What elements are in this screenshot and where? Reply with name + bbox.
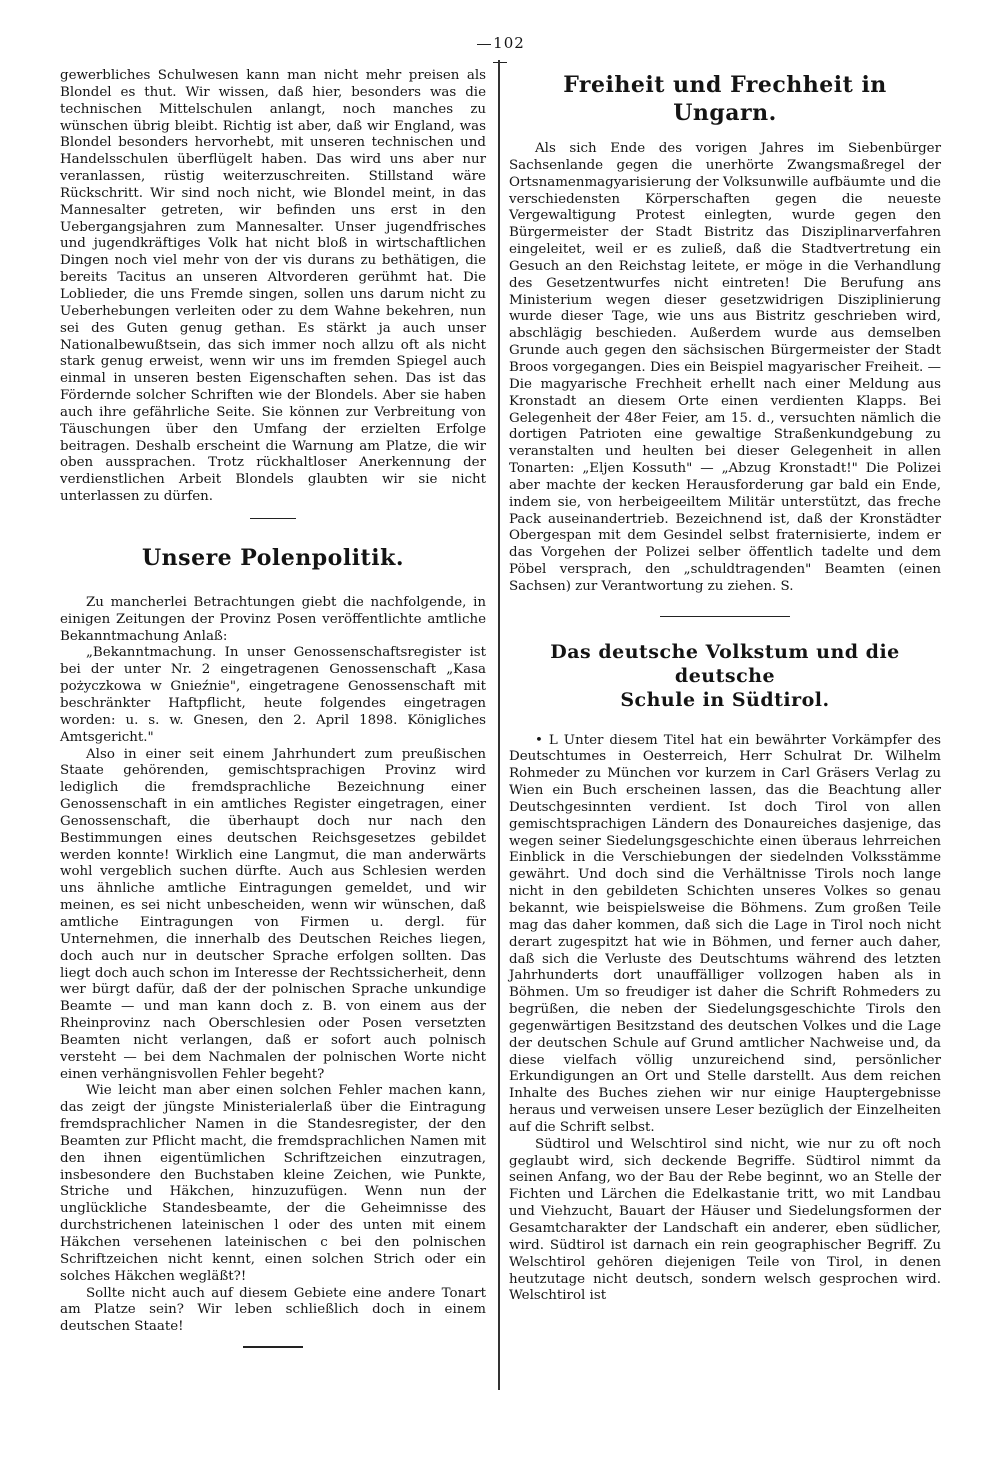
column-divider	[498, 60, 500, 1390]
article-paragraph: Als sich Ende des vorigen Jahres im Siebenbürger Sachsenlande gegen die unerhörte Zwangsmaßregel der Ortsnamenmagyarisierung der Volksunwille aufbäumte und die verschiedensten Körperschaften gegen die neueste Vergewaltigung Protest einlegten, wurde gegen den Bürgermeister der Stadt Bistritz das Disziplinarverfahren eingeleitet, weil er es zuließ, daß die Stadtvertretung ein Gesuch an den Reichstag leitete, er möge in die Verhandlung des Gesetzentwurfes nicht eintreten! Die Berufung ans Ministerium wegen dieser gesetzwidrigen Disziplinierung wurde dieser Tage, wie uns aus Bistritz geschrieben wird, abschlägig beschieden. Außerdem wurde aus demselben Grunde auch gegen den sächsischen Bürgermeister der Stadt Broos vorgegangen. Dies ein Beispiel magyarischer Freiheit. — Die magyarische Frechheit erhellt nach einer Meldung aus Kronstadt an diesem Orte einen verdienten Klapps. Bei Gelegenheit der 48er Feier, am 15. d., versuchten nämlich die dortigen Patrioten eine gewaltige Straßenkundgebung zu veranstalten und heulten bei dieser Gelegenheit in allen Tonarten: „Eljen Kossuth" — „Abzug Kronstadt!" Die Polizei aber machte der kecken Herausforderung gar bald ein Ende, indem sie, von herbeigeeiltem Militär unterstützt, das freche Pack auseinandertrieb. Bezeichnend ist, daß der Kronstädter Obergespan mit dem Gesindel selbst fraternisierte, indem er das Vorgehen der Polizei selber öffentlich tadelte und dem Pöbel versprach, den „schuldtragenden" Beamten (einen Sachsen) zur Verantwortung zu ziehen. S.	[509, 141, 941, 594]
page-number: 102	[470, 34, 530, 70]
article-paragraph: Wie leicht man aber einen solchen Fehler machen kann, das zeigt der jüngste Ministerialerlaß über die Eintragung fremdsprachlicher Namen in die Standesregister, der den Beamten zur Pflicht macht, die fremdsprachlichen Namen mit den ihnen eigentümlichen Schriftzeichen einzutragen, insbesondere den Buchstaben kleine Zeichen, wie Punkte, Striche und Häkchen, hinzuzufügen. Wenn nun der unglückliche Standesbeamte, der die Geheimnisse des durchstrichenen lateinischen l oder des unten mit einem Häkchen versehenen lateinischen c bei den polnischen Schriftzeichen nicht kennt, einen solchen Strich oder ein solches Häkchen wegläßt?!	[60, 1083, 486, 1284]
article-paragraph: Südtirol und Welschtirol sind nicht, wie nur zu oft noch geglaubt wird, sich deckende Begriffe. Südtirol nimmt da seinen Anfang, wo der Bau der Rebe beginnt, wo an Stelle der Fichten und Lärchen die Edelkastanie tritt, wo mit Landbau und Viehzucht, Bauart der Häuser und Siedelungsformen der Gesamtcharakter der Landschaft ein anderer, eben südlicher, wird. Südtirol ist darnach ein rein geographischer Begriff. Zu Welschtirol gehören diejenigen Teile von Tirol, in denen heutzutage nicht deutsch, sondern welsch gesprochen wird. Welschtirol ist	[509, 1136, 941, 1304]
article-title-suedtirol	[509, 641, 941, 712]
article-paragraph: Zu mancherlei Betrachtungen giebt die nachfolgende, in einigen Zeitungen der Provinz Posen veröffentlichte amtliche Bekanntmachung Anlaß:	[60, 594, 486, 644]
article-paragraph: • L Unter diesem Titel hat ein bewährter Vorkämpfer des Deutschtumes in Oesterreich, Herr Schulrat Dr. Wilhelm Rohmeder zu München vor kurzem in Carl Gräsers Verlag zu Wien ein Buch erscheinen lassen, das die Beachtung aller Deutschgesinnten verdient. Ist doch Tirol von allen gemischtsprachigen Ländern des Donaureiches dasjenige, das wegen seiner Siedelungsgeschichte einen überaus lehrreichen Einblick in die Verschiebungen der siedelnden Volksstämme gewährt. Und doch sind die Verhältnisse Tirols noch lange nicht in den gebildeten Schichten unseres Volkes so genau bekannt, wie beispielsweise die Böhmens. Zum großen Teile mag das daher kommen, daß sich die Lage in Tirol noch nicht derart zugespitzt hat wie in Böhmen, und ferner auch daher, daß sich die Verluste des Deutschtums während des letzten Jahrhunderts dort unauffälliger vollzogen haben als in Böhmen. Um so freudiger ist daher die Schrift Rohmeders zu begrüßen, die neben der Siedelungsgeschichte Tirols den gegenwärtigen Besitzstand des deutschen Volkes und die Lage der deutschen Schule auf Grund amtlicher Nachweise und, da diese vielfach völlig unzureichend sind, persönlicher Erkundigungen an Ort und Stelle darstellt. Aus dem reichen Inhalte des Buches ziehen wir nur einige Hauptergebnisse heraus und verweisen unsere Leser bezüglich der Einzelheiten auf die Schrift selbst.	[509, 732, 941, 1135]
article-title-polenpolitik: Unsere Polenpolitik.	[142, 545, 404, 572]
right-column	[509, 68, 941, 1305]
left-column	[60, 68, 486, 1348]
article-title-line: Das deutsche Volkstum und die deutsche	[550, 641, 900, 688]
blondel-closing-paragraph: gewerbliches Schulwesen kann man nicht mehr preisen als Blondel es thut. Wir wissen, daß hier, besonders was die technischen Mittelschulen anlangt, noch manches zu wünschen übrig bleibt. Richtig ist aber, daß wir England, was Blondel besonders hervorhebt, mit unseren technischen und Handelsschulen überflügelt haben. Das wird uns aber nur veranlassen, rüstig weiterzuschreiten. Stillstand wäre Rückschritt. Wir sind noch nicht, wie Blondel meint, in das Mannesalter getreten, wir befinden uns erst in den Uebergangsjahren zum Mannesalter. Unser jugendfrisches und jugendkräftiges Volk hat nicht bloß in wirtschaftlichen Dingen noch viel mehr von der vis durans zu bethätigen, die bereits Tacitus an unseren Altvorderen gerühmt hat. Die Loblieder, die uns Fremde singen, sollen uns darum nicht zu Ueberhebungen verleiten oder zu dem Wahne bekehren, nun sei des Guten genug gethan. Es stärkt ja auch unser Nationalbewußtsein, das sich immer noch allzu oft als nicht stark genug erweist, wenn wir uns im fremden Spiegel auch einmal in unseren besten Eigenschaften sehen. Das ist das Fördernde solcher Schriften wie der Blondels. Aber sie haben auch ihre gefährliche Seite. Sie können zur Verbreitung von Täuschungen über den Umfang der erzielten Erfolge beitragen. Deshalb erscheint die Warnung am Platze, die wir oben aussprachen. Trotz rückhaltloser Anerkennung der verdienstlichen Arbeit Blondels glaubten wir sie nicht unterlassen zu dürfen.	[60, 68, 486, 505]
section-divider	[660, 616, 790, 618]
article-paragraph: Also in einer seit einem Jahrhundert zum preußischen Staate gehörenden, gemischtsprachigen Provinz wird lediglich die fremdsprachliche Bezeichnung einer Genossenschaft in ein amtliches Register eingetragen, einer Genossenschaft, die überhaupt doch nur nach den Bestimmungen eines deutschen Reichsgesetzes gebildet werden konnte! Wirklich eine Langmut, die man anderwärts wohl vergeblich suchen dürfte. Auch aus Schlesien werden uns ähnliche amtliche Eintragungen gemeldet, und wir meinen, es sei nicht unbescheiden, wenn wir wünschen, daß amtliche Eintragungen von Firmen u. dergl. für Unternehmen, die innerhalb des Deutschen Reiches liegen, doch auch nur in deutscher Sprache erfolgen sollten. Das liegt doch auch schon im Interesse der Rechtssicherheit, denn wer bürgt dafür, daß der der polnischen Sprache unkundige Beamte — und man kann doch z. B. von einem aus der Rheinprovinz nach Oberschlesien oder Posen versetzten Beamten nicht verlangen, daß er sofort auch polnisch versteht — bei dem Nachmalen der polnischen Worte nicht einen verhängnisvollen Fehler begeht?	[60, 746, 486, 1082]
article-paragraph: Sollte nicht auch auf diesem Gebiete eine andere Tonart am Platze sein? Wir leben schließlich doch in einem deutschen Staate!	[60, 1285, 486, 1335]
article-paragraph: „Bekanntmachung. In unser Genossenschaftsregister ist bei der unter Nr. 2 eingetragenen Genossenschaft „Kasa pożyczkowa w Gnieźnie", eingetragene Genossenschaft mit beschränkter Haftpflicht, heute folgendes eingetragen worden: u. s. w. Gnesen, den 2. April 1898. Königliches Amtsgericht."	[60, 645, 486, 745]
section-divider	[250, 518, 296, 520]
article-title-line: Schule in Südtirol.	[620, 688, 830, 711]
article-title-ungarn: Freiheit und Frechheit in Ungarn.	[563, 72, 887, 126]
article-end-rule	[243, 1346, 303, 1348]
